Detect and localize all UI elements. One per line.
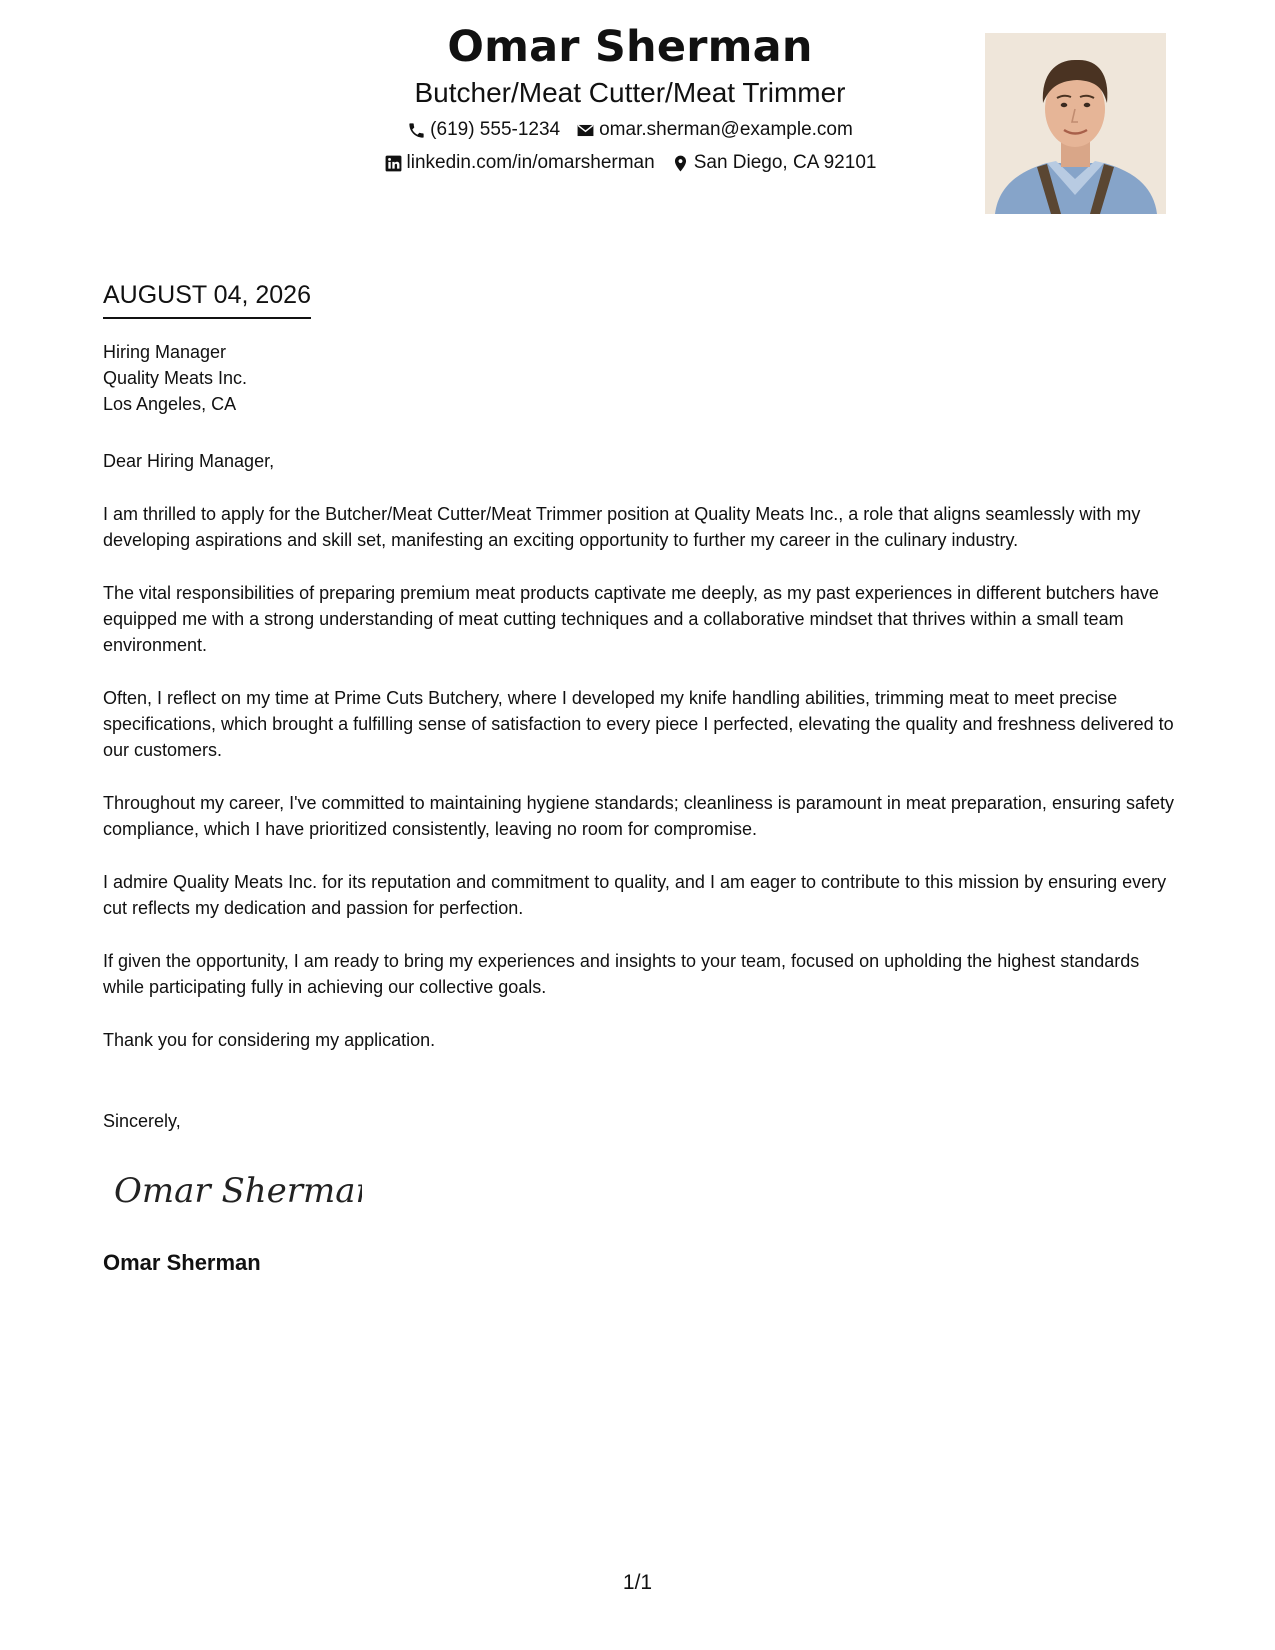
linkedin-contact[interactable] [384,151,655,175]
phone-contact[interactable] [407,118,560,142]
phone-icon [407,121,426,140]
contact-row-secondary [300,151,960,175]
body-paragraph: Throughout my career, I've committed to maintaining hygiene standards; cleanliness is paramount in meat preparation, ensuring safety compliance, which I have prioritized consistently, leaving no room for compromise. [103,793,1175,839]
location-text: San Diego, CA 92101 [693,152,877,173]
location-contact [671,151,877,175]
signer-name: Omar Sherman [103,1250,261,1275]
linkedin-text: linkedin.com/in/omarsherman [406,152,655,173]
envelope-icon [576,121,595,140]
map-marker-icon [671,154,690,173]
signature-text: Omar Sherman [114,1171,362,1211]
email-contact[interactable] [576,118,853,142]
signature-image [112,1160,362,1225]
body-paragraph: I am thrilled to apply for the Butcher/Meat Cutter/Meat Trimmer position at Quality Meats Inc., a role that aligns seamlessly with my developing aspirations and skill set, manifesting an exciting opportunity to further my career in the culinary industry. [103,504,1141,550]
body-paragraph: The vital responsibilities of preparing premium meat products captivate me deeply, as my past experiences in different butchers have equipped me with a strong understanding of meat cutting techniques and a collaborative mindset that thrives within a small team environment. [103,583,1159,655]
profile-photo [985,33,1166,214]
phone-text: (619) 555-1234 [430,119,561,140]
body-paragraph: I admire Quality Meats Inc. for its reputation and commitment to quality, and I am eager to contribute to this mission by ensuring every cut reflects my dedication and passion for perfection. [103,872,1167,918]
body-paragraph: If given the opportunity, I am ready to bring my experiences and insights to your team, focused on upholding the highest standards while participating fully in achieving our collective goals. [103,951,1140,997]
recipient-line: Los Angeles, CA [103,394,237,414]
email-text: omar.sherman@example.com [599,119,853,140]
contact-row-primary [300,118,960,142]
linkedin-icon [384,154,403,173]
closing: Sincerely, [103,1111,181,1131]
applicant-name: Omar Sherman [447,22,813,72]
job-title: Butcher/Meat Cutter/Meat Trimmer [414,77,846,108]
recipient-block [103,339,247,417]
body-paragraph: Often, I reflect on my time at Prime Cuts Butchery, where I developed my knife handling abilities, trimming meat to meet precise specifications, which brought a fulfilling sense of satisfaction to every piece I perfected, elevating the quality and freshness delivered to our customers. [103,688,1174,760]
recipient-line: Quality Meats Inc. [103,368,248,388]
letter-date: AUGUST 04, 2026 [103,279,311,319]
body-paragraph: Thank you for considering my application. [103,1030,436,1050]
header [300,20,960,175]
recipient-line: Hiring Manager [103,342,227,362]
page-number: 1/1 [622,1571,653,1594]
salutation: Dear Hiring Manager, [103,451,275,471]
letter-body [103,448,1178,1080]
